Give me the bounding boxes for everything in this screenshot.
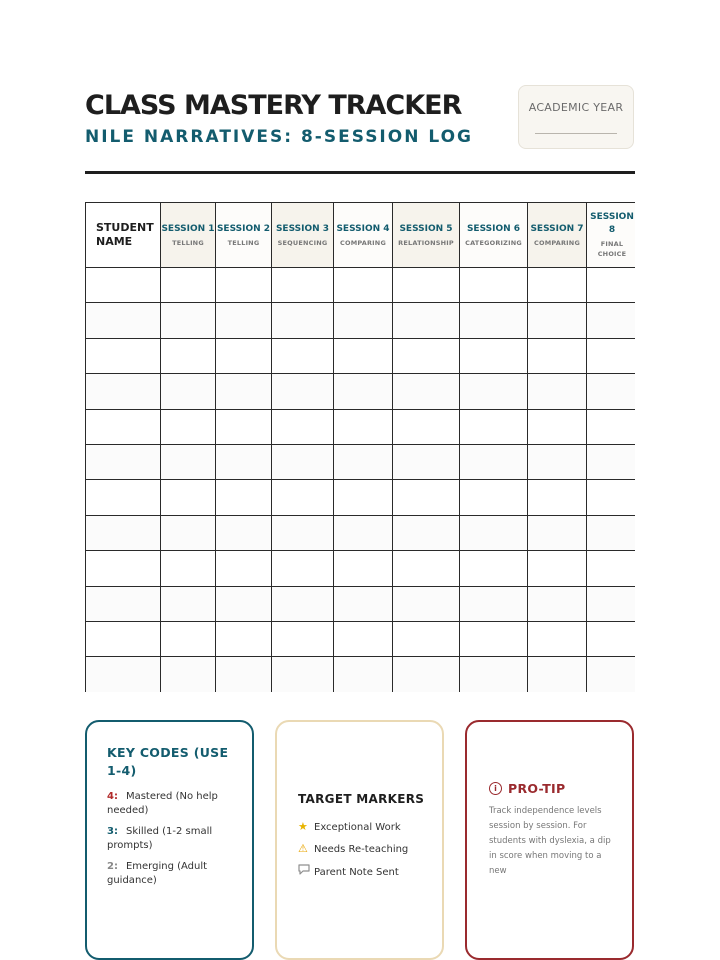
score-cell[interactable] [587,444,636,479]
score-cell[interactable] [460,444,528,479]
session-skill: COMPARING [534,238,580,247]
score-cell[interactable] [393,657,460,692]
score-cell[interactable] [587,515,636,550]
pro-tip-card [465,720,634,960]
score-cell[interactable] [460,409,528,444]
score-cell[interactable] [587,374,636,409]
page-title: CLASS MASTERY TRACKER [85,90,462,121]
table-row [86,444,636,479]
speech-bubble-icon [298,864,312,879]
score-cell[interactable] [216,586,272,621]
score-cell[interactable] [216,409,272,444]
score-cell[interactable] [161,268,216,303]
key-code-number: 3: [107,826,118,837]
target-markers-list [298,820,408,887]
score-cell[interactable] [587,551,636,586]
pro-tip-header [489,778,565,797]
score-cell[interactable] [334,374,393,409]
score-cell[interactable] [528,338,587,373]
score-cell[interactable] [460,657,528,692]
score-cell[interactable] [528,657,587,692]
score-cell[interactable] [334,586,393,621]
session-label: SESSION 7 [530,223,584,234]
student-name-cell[interactable] [86,586,161,621]
academic-year-label: ACADEMIC YEAR [528,101,624,114]
academic-year-line [535,133,617,134]
score-cell[interactable] [161,551,216,586]
target-marker-item [298,820,408,835]
score-cell[interactable] [334,515,393,550]
student-name-cell[interactable] [86,551,161,586]
score-cell[interactable] [272,303,334,338]
table-header-row [86,203,636,268]
score-cell[interactable] [334,657,393,692]
student-name-cell[interactable] [86,515,161,550]
target-marker-text: Needs Re-teaching [314,844,409,855]
table-row [86,515,636,550]
table-row [86,586,636,621]
student-name-cell[interactable] [86,444,161,479]
key-codes-title: KEY CODES (USE 1-4) [107,745,229,778]
target-marker-item [298,842,408,857]
session-label: SESSION 2 [216,223,271,234]
key-code-text: Skilled (1-2 small prompts) [107,826,213,851]
score-cell[interactable] [393,621,460,656]
score-cell[interactable] [587,586,636,621]
score-cell[interactable] [216,444,272,479]
score-cell[interactable] [460,586,528,621]
key-code-item [107,860,242,888]
score-cell[interactable] [216,338,272,373]
score-cell[interactable] [393,515,460,550]
score-cell[interactable] [161,657,216,692]
score-cell[interactable] [161,621,216,656]
score-cell[interactable] [334,303,393,338]
table-body [86,268,636,693]
key-code-number: 4: [107,791,118,802]
score-cell[interactable] [460,303,528,338]
table-row [86,409,636,444]
academic-year-box[interactable] [518,85,634,149]
student-name-cell[interactable] [86,621,161,656]
score-cell[interactable] [161,303,216,338]
score-cell[interactable] [393,338,460,373]
score-cell[interactable] [460,480,528,515]
score-cell[interactable] [272,409,334,444]
target-marker-text: Exceptional Work [314,822,401,833]
session-header-3 [272,203,334,268]
student-name-cell[interactable] [86,374,161,409]
score-cell[interactable] [587,303,636,338]
score-cell[interactable] [161,586,216,621]
key-code-item [107,825,242,853]
session-skill: TELLING [227,238,260,247]
score-cell[interactable] [528,515,587,550]
score-cell[interactable] [161,338,216,373]
session-label: SESSION 5 [399,223,453,234]
table-row [86,621,636,656]
session-header-1 [161,203,216,268]
student-name-cell[interactable] [86,480,161,515]
score-cell[interactable] [460,551,528,586]
student-name-cell[interactable] [86,409,161,444]
score-cell[interactable] [393,586,460,621]
score-cell[interactable] [216,374,272,409]
score-cell[interactable] [272,586,334,621]
student-name-cell[interactable] [86,268,161,303]
target-marker-text: Parent Note Sent [314,867,399,878]
table-row [86,551,636,586]
score-cell[interactable] [334,480,393,515]
info-icon: i [489,782,502,795]
score-cell[interactable] [272,338,334,373]
score-cell[interactable] [393,444,460,479]
score-cell[interactable] [216,621,272,656]
score-cell[interactable] [216,657,272,692]
pro-tip-title: PRO-TIP [508,781,566,796]
score-cell[interactable] [161,409,216,444]
key-code-number: 2: [107,861,118,872]
score-cell[interactable] [272,657,334,692]
score-cell[interactable] [393,374,460,409]
page-subtitle: NILE NARRATIVES: 8-SESSION LOG [85,127,473,147]
target-markers-title: TARGET MARKERS [298,792,425,806]
score-cell[interactable] [528,268,587,303]
score-cell[interactable] [216,268,272,303]
table-row [86,268,636,303]
key-code-text: Emerging (Adult guidance) [107,861,208,886]
session-label: SESSION 8 [590,212,634,235]
score-cell[interactable] [216,303,272,338]
student-name-cell[interactable] [86,338,161,373]
score-cell[interactable] [272,551,334,586]
star-icon: ★ [298,820,308,833]
table-row [86,374,636,409]
score-cell[interactable] [587,268,636,303]
score-cell[interactable] [460,268,528,303]
score-cell[interactable] [528,374,587,409]
score-cell[interactable] [528,551,587,586]
score-cell[interactable] [272,374,334,409]
table-row [86,657,636,692]
score-cell[interactable] [393,303,460,338]
score-cell[interactable] [587,657,636,692]
target-marker-item [298,864,408,880]
session-header-5 [393,203,460,268]
score-cell[interactable] [161,515,216,550]
key-codes-card [85,720,254,960]
score-cell[interactable] [587,338,636,373]
score-cell[interactable] [216,551,272,586]
key-code-item [107,790,242,818]
student-name-cell[interactable] [86,303,161,338]
session-label: SESSION 1 [161,223,215,234]
key-codes-list [107,790,242,895]
score-cell[interactable] [587,409,636,444]
score-cell[interactable] [528,303,587,338]
score-cell[interactable] [587,621,636,656]
header-divider [85,171,635,174]
table-row [86,480,636,515]
session-header-4 [334,203,393,268]
session-skill: TELLING [172,238,204,247]
warning-icon: ⚠ [298,842,308,855]
score-cell[interactable] [393,409,460,444]
student-name-header: STUDENT NAME [86,203,161,268]
score-cell[interactable] [528,444,587,479]
score-cell[interactable] [161,480,216,515]
score-cell[interactable] [334,268,393,303]
session-header-7 [528,203,587,268]
score-cell[interactable] [528,586,587,621]
score-cell[interactable] [216,515,272,550]
mastery-table [85,202,635,692]
session-header-2 [216,203,272,268]
target-markers-card [275,720,444,960]
session-label: SESSION 4 [336,223,390,234]
score-cell[interactable] [272,515,334,550]
score-cell[interactable] [334,338,393,373]
session-skill: COMPARING [340,238,386,247]
session-skill: SEQUENCING [277,238,328,247]
score-cell[interactable] [460,621,528,656]
score-cell[interactable] [161,444,216,479]
score-cell[interactable] [272,480,334,515]
key-code-text: Mastered (No help needed) [107,791,218,816]
table-row [86,303,636,338]
student-name-cell[interactable] [86,657,161,692]
table-row [86,338,636,373]
score-cell[interactable] [216,480,272,515]
score-cell[interactable] [460,374,528,409]
session-label: SESSION 6 [466,223,521,234]
score-cell[interactable] [334,444,393,479]
session-label: SESSION 3 [275,223,330,234]
score-cell[interactable] [393,551,460,586]
session-header-6 [460,203,528,268]
score-cell[interactable] [334,409,393,444]
score-cell[interactable] [393,268,460,303]
session-skill: FINAL CHOICE [597,240,627,258]
score-cell[interactable] [528,409,587,444]
session-skill: RELATIONSHIP [398,238,454,247]
score-cell[interactable] [334,551,393,586]
score-cell[interactable] [393,480,460,515]
session-skill: CATEGORIZING [465,238,522,247]
score-cell[interactable] [460,515,528,550]
score-cell[interactable] [460,338,528,373]
pro-tip-text: Track independence levels session by session. For students with dyslexia, a dip in score when moving to a new [489,806,611,876]
score-cell[interactable] [272,621,334,656]
session-header-8 [587,203,636,268]
score-cell[interactable] [528,621,587,656]
score-cell[interactable] [161,374,216,409]
score-cell[interactable] [587,480,636,515]
score-cell[interactable] [272,444,334,479]
score-cell[interactable] [334,621,393,656]
score-cell[interactable] [272,268,334,303]
mastery-table-container [85,202,635,692]
score-cell[interactable] [528,480,587,515]
